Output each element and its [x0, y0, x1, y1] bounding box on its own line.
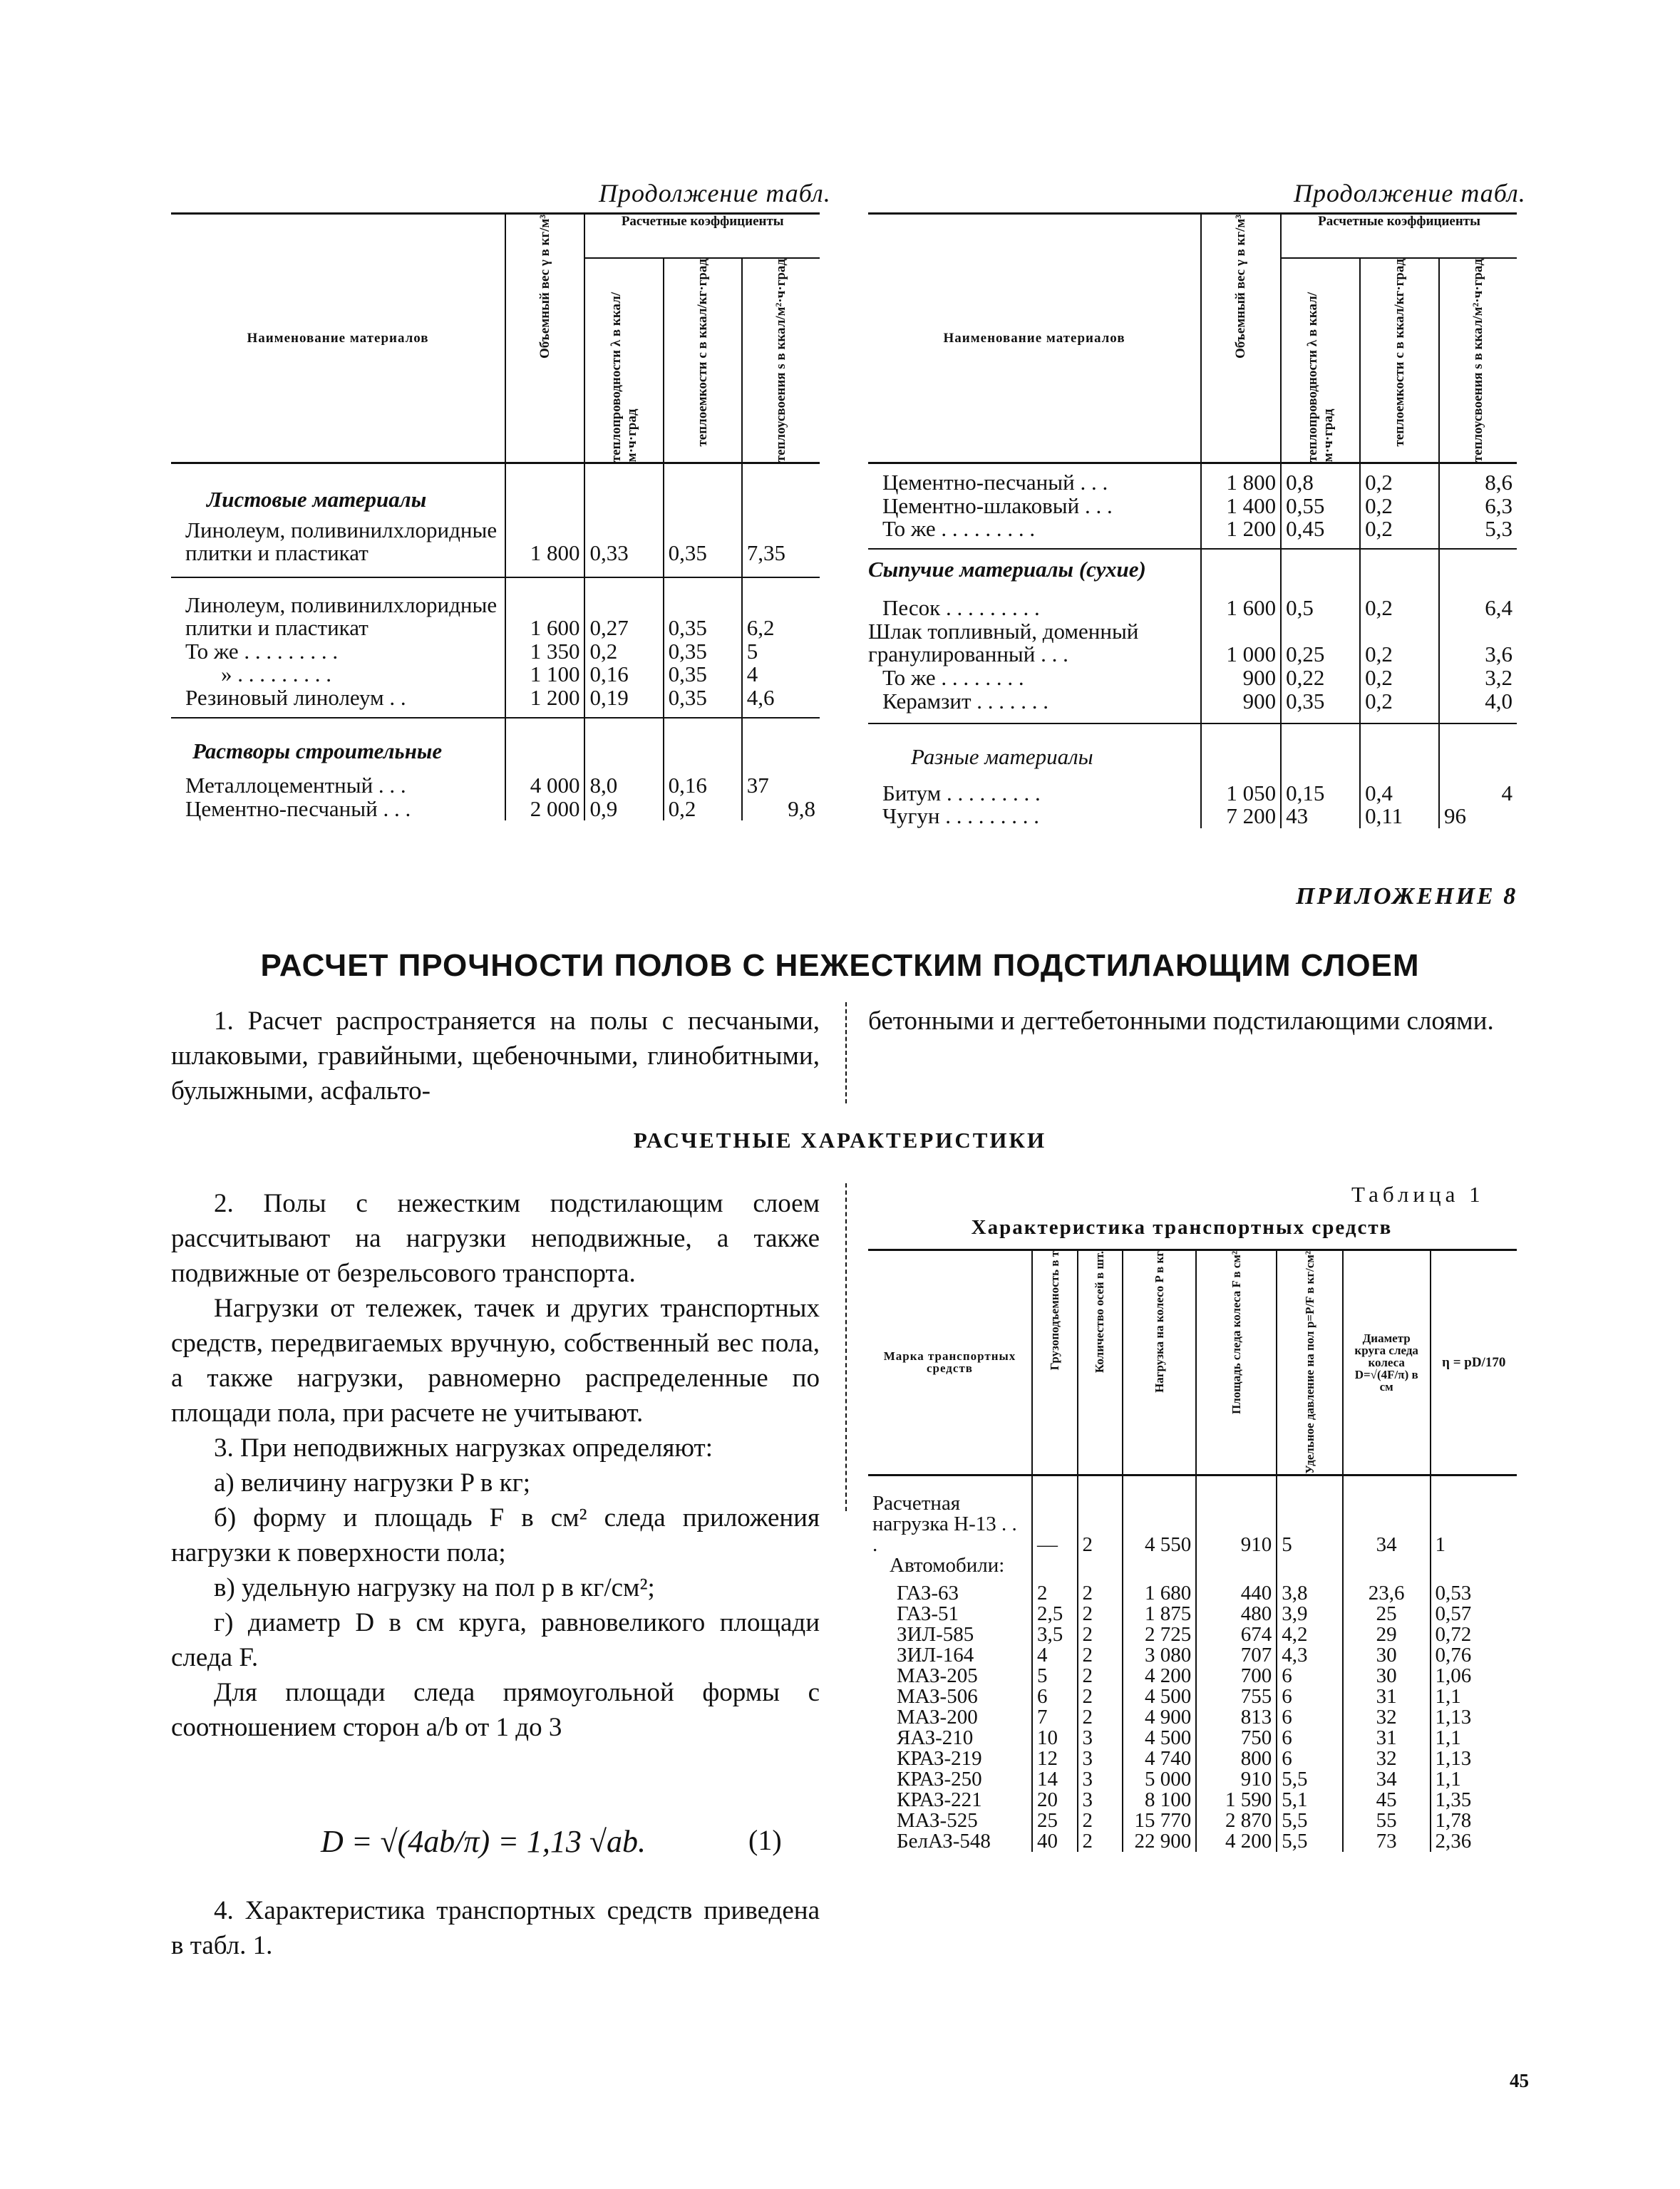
table-row: ГАЗ-63 2 2 1 680 440 3,8 23,6 0,53 [868, 1583, 1517, 1604]
t1-header-eta: η = pD/170 [1431, 1250, 1517, 1475]
list-item-c: в) удельную нагрузку на пол p в кг/см²; [214, 1573, 655, 1602]
col-header-c: теплоемкости с в ккал/кг·град [694, 259, 710, 447]
formula-number: (1) [748, 1824, 782, 1856]
table-row: ЗИЛ-585 3,5 2 2 725 674 4,2 29 0,72 [868, 1624, 1517, 1645]
col-header-s: теплоусвоения s в ккал/м²·ч·град [773, 259, 788, 463]
table-row: МАЗ-200 7 2 4 900 813 6 32 1,13 [868, 1707, 1517, 1728]
paragraph-6: 4. Характеристика транспортных средств приведена в табл. 1. [171, 1896, 820, 1960]
col-header-lambda: теплопроводности λ в ккал/м·ч·град [608, 292, 639, 463]
col-header-density: Объемный вес γ в кг/м³ [1233, 215, 1249, 359]
right-materials-table: Наименование материалов Объемный вес γ в кг/м³ Расчетные коэффициенты теплопроводности λ в ккал/м·ч·град теплоемкости с в ккал/кг·град теплоусвоения s в ккал/м²·ч·град Цементно-песчаный . . . 1 800 0,8 0,2 8,6 Цементно-шлаковый . . . 1 400 0,55 0,2 6,3 То же . . . . . . . . . 1 200 0,45 0,2 5,3 Сыпучие материалы (сухие) Песок . . . . . . . . . 1 600 0,5 0,2 6,4 Шлак топливный, доменный гранулированный . . . 1 000 0,25 0,2 3,6 То же . . . . . . . . 900 0,22 0,2 3,2 Керамзит . . . . . . . 900 0,35 0,2 4,0 Разные материалы Битум . . . . . . . . . 1 050 0,15 0,4 4 Чугун . . . . . . . . . 7 200 43 0,11 96 [868, 212, 1517, 828]
section-mortars: Растворы строительные [192, 738, 443, 763]
t1-header-area: Площадь следа колеса F в см² [1229, 1251, 1243, 1415]
table-row: МАЗ-506 6 2 4 500 755 6 31 1,1 [868, 1686, 1517, 1707]
t1-header-diameter: Диаметр круга следа колеса D=√(4F/π) в см [1343, 1250, 1431, 1475]
paragraph-3: Нагрузки от тележек, тачек и других транспортных средств, передвигаемых вручную, собственный вес пола, а также нагрузки, равномерно распределенные по площади пола, при расчете не учитывают. [171, 1294, 820, 1428]
column-divider [845, 1002, 847, 1103]
t1-header-brand: Марка транспортных средств [883, 1349, 1016, 1376]
paragraph-1-left: 1. Расчет распространяется на полы с песчаными, шлаковыми, гравийными, щебеночными, глинобитными, булыжными, асфальто- [171, 1006, 820, 1106]
col-header-c: теплоемкости с в ккал/кг·град [1391, 259, 1407, 447]
section-misc: Разные материалы [911, 744, 1093, 770]
t1-header-capacity: Грузоподъемность в т [1047, 1251, 1061, 1371]
list-item-d: г) диаметр D в см круга, равновеликого площади следа F. [171, 1608, 820, 1672]
t1-header-axles: Количество осей в шт. [1093, 1251, 1107, 1374]
paragraph-6-block [171, 1893, 820, 1963]
t1-design-label: Расчетная нагрузка Н-13 . . . [872, 1491, 1017, 1556]
appendix-label: ПРИЛОЖЕНИЕ 8 [1296, 883, 1518, 910]
table-row: ЯАЗ-210 10 3 4 500 750 6 31 1,1 [868, 1728, 1517, 1748]
row-name: Линолеум, поливинилхлоридные плитки и пластикат [185, 517, 498, 566]
col-header-name: Наименование материалов [247, 330, 429, 346]
table-row: КРАЗ-250 14 3 5 000 910 5,5 34 1,1 [868, 1769, 1517, 1790]
section-subtitle: РАСЧЕТНЫЕ ХАРАКТЕРИСТИКИ [633, 1128, 1047, 1153]
table-row: ГАЗ-51 2,5 2 1 875 480 3,9 25 0,57 [868, 1604, 1517, 1624]
table-row: ЗИЛ-164 4 2 3 080 707 4,3 30 0,76 [868, 1645, 1517, 1666]
col-header-density: Объемный вес γ в кг/м³ [537, 215, 552, 359]
column-divider [845, 1183, 847, 1511]
col-header-group: Расчетные коэффициенты [584, 214, 820, 259]
table-row: БелАЗ-548 40 2 22 900 4 200 5,5 73 2,36 [868, 1831, 1517, 1852]
right-table-caption: Продолжение табл. [1294, 179, 1526, 207]
section-sheet: Листовые материалы [207, 487, 427, 513]
paragraph-5: Для площади следа прямоугольной формы с соотношением сторон a/b от 1 до 3 [171, 1678, 820, 1742]
formula-1 [321, 1823, 782, 1860]
page-number: 45 [1510, 2070, 1529, 2091]
section-bulk: Сыпучие материалы (сухие) [868, 556, 1146, 582]
table1-label: Таблица 1 [1351, 1182, 1485, 1207]
left-materials-table: Наименование материалов Объемный вес γ в кг/м³ Расчетные коэффициенты теплопроводности λ в ккал/м·ч·град теплоемкости с в ккал/кг·град теплоусвоения s в ккал/м²·ч·град Листовые материалы Линолеум, поливинилхлоридные плитки и пластикат 1 800 0,33 0,35 7,35 Линолеум, поливинилхлоридные плитки и пластикат 1 600 0,27 0,35 6,2 То же . . . . . . . . . 1 350 0,2 0,35 5 » . . . . . . . . . 1 100 0,16 0,35 4 Резиновый линолеум . . 1 200 0,19 0,35 4,6 Растворы строительные Металлоцементный . . . 4 000 8,0 0,16 37 Цементно-песчаный . . . 2 000 0,9 0,2 9,8 [171, 212, 820, 820]
t1-header-load: Нагрузка на колесо P в кг [1152, 1251, 1166, 1393]
t1-header-pressure: Удельное давление на пол p=P/F в кг/см² [1302, 1251, 1316, 1474]
list-item-b: б) форму и площадь F в см² следа приложения нагрузки к поверхности пола; [171, 1503, 820, 1567]
row-name: Линолеум, поливинилхлоридные плитки и пластикат [185, 592, 498, 641]
col-header-s: теплоусвоения s в ккал/м²·ч·град [1470, 259, 1486, 463]
paragraph-4: 3. При неподвижных нагрузках определяют: [214, 1433, 713, 1463]
col-header-group: Расчетные коэффициенты [1281, 214, 1517, 259]
list-item-a: а) величину нагрузки P в кг; [214, 1468, 531, 1498]
table-row: КРАЗ-221 20 3 8 100 1 590 5,1 45 1,35 [868, 1790, 1517, 1811]
t1-autos-label: Автомобили: [890, 1553, 1005, 1577]
table-row: МАЗ-205 5 2 4 200 700 6 30 1,06 [868, 1666, 1517, 1686]
paragraph-1-right: бетонными и дегтебетонными подстилающими слоями. [868, 1006, 1494, 1036]
col-header-lambda: теплопроводности λ в ккал/м·ч·град [1304, 292, 1336, 463]
left-table-caption: Продолжение табл. [599, 179, 831, 207]
paragraph-2: 2. Полы с нежестким подстилающим слоем рассчитывают на нагрузки неподвижные, а также подвижные от безрельсового транспорта. [171, 1189, 820, 1288]
left-column-text [171, 1186, 820, 1745]
table1-title: Характеристика транспортных средств [971, 1216, 1393, 1239]
table-row: МАЗ-525 25 2 15 770 2 870 5,5 55 1,78 [868, 1811, 1517, 1831]
col-header-name: Наименование материалов [943, 330, 1125, 346]
main-title: РАСЧЕТ ПРОЧНОСТИ ПОЛОВ С НЕЖЕСТКИМ ПОДСТИЛАЮЩИМ СЛОЕМ [260, 948, 1420, 983]
table-row: КРАЗ-219 12 3 4 740 800 6 32 1,13 [868, 1748, 1517, 1769]
formula-text: D = √(4ab/π) = 1,13 √ab. [321, 1824, 646, 1859]
transport-table: Марка транспортных средств Грузоподъемность в т Количество осей в шт. Нагрузка на колесо P в кг Площадь следа колеса F в см² Удельное давление на пол p=P/F в кг/см² Диаметр круга следа колеса D=√(4F/π) в см η = pD/170 Расчетная нагрузка Н-13 . . . — 2 4 550 910 5 34 1 Автомобили: ГАЗ-63 2 2 1 680 440 3,8 23,6 0,53 ГАЗ-51 2,5 2 1 875 480 3,9 25 0,57 ЗИЛ-585 3,5 2 2 725 674 4,2 29 0,72 ЗИЛ-164 4 2 3 080 707 4,3 30 0,76 МАЗ-205 5 2 4 200 700 6 30 1,06 МАЗ-506 6 2 4 500 755 6 31 1,1 МАЗ-200 7 2 4 900 813 6 32 1,13 ЯАЗ-210 10 3 4 500 750 6 31 1,1 КРАЗ-219 12 3 4 740 800 6 32 1,13 КРАЗ-250 14 3 5 000 910 5,5 34 1,1 КРАЗ-221 20 3 8 100 1 590 5,1 45 1,35 МАЗ-525 25 2 15 770 2 870 5,5 55 1,78 БелАЗ-548 40 2 22 900 4 200 5,5 73 2,36 [868, 1249, 1517, 1852]
